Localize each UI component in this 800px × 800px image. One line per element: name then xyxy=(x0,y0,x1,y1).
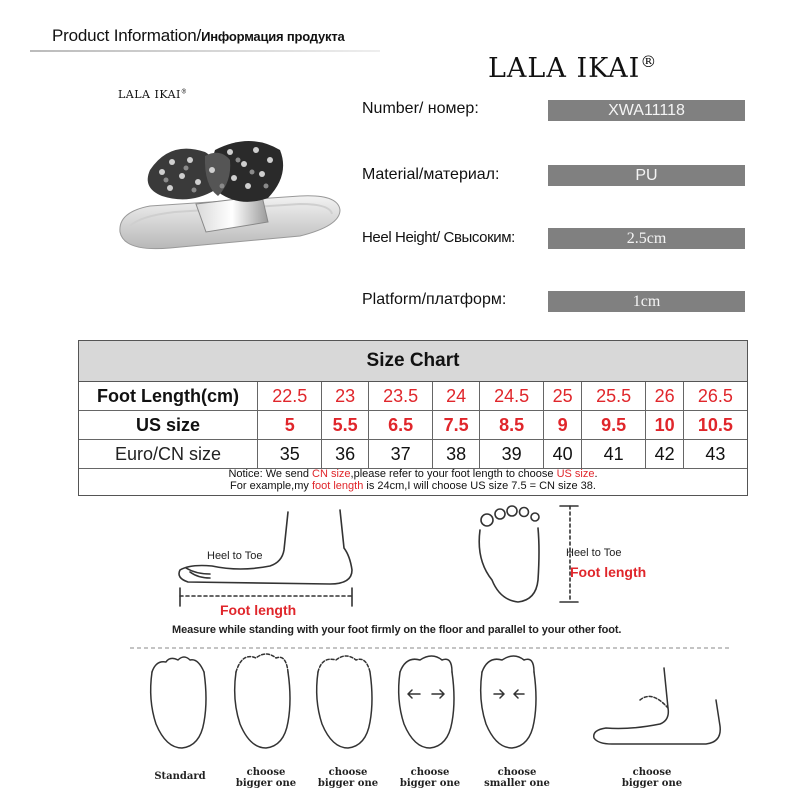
euro-size-cell: 40 xyxy=(544,440,582,469)
spec-label-material: Material/материал: xyxy=(362,166,500,183)
foot-long-icon xyxy=(317,656,372,748)
registered-mark: ® xyxy=(640,52,658,71)
us-size-cell: 9 xyxy=(544,411,582,440)
foot-arrows-smaller-icon xyxy=(481,656,536,748)
us-size-cell: 5 xyxy=(258,411,322,440)
spec-value-number: XWA11118 xyxy=(548,100,745,121)
foot-length-cell: 23 xyxy=(322,382,369,411)
top-foot-icon xyxy=(479,506,539,602)
foot-length-cell: 22.5 xyxy=(258,382,322,411)
header-title-ru: Информация продукта xyxy=(201,29,345,44)
fit-label-line1: Standard xyxy=(154,771,206,782)
euro-size-label: Euro/CN size xyxy=(79,440,258,469)
us-size-cell: 10.5 xyxy=(683,411,747,440)
fit-label-line1: choose xyxy=(246,767,286,778)
spec-value-platform: 1cm xyxy=(548,291,745,312)
notice-highlight: foot length xyxy=(311,480,364,492)
top-foot-length-label: Foot length xyxy=(570,564,647,580)
euro-size-cell: 38 xyxy=(433,440,480,469)
euro-size-cell: 37 xyxy=(368,440,432,469)
registered-mark-small: ® xyxy=(180,88,188,96)
size-chart-title: Size Chart xyxy=(79,341,747,382)
foot-length-cell: 26.5 xyxy=(683,382,747,411)
notice-text: Notice: We send xyxy=(228,468,312,480)
fit-label-line1: choose xyxy=(497,767,537,778)
foot-length-cell: 25.5 xyxy=(581,382,645,411)
fit-label-arrows-smaller xyxy=(472,767,562,789)
notice-highlight: US size xyxy=(556,468,595,480)
brand-name-small: LALA IKAI xyxy=(118,88,181,101)
foot-length-cell: 24 xyxy=(433,382,480,411)
fit-guide-feet xyxy=(151,654,721,748)
notice-text: For example,my xyxy=(230,480,312,492)
spec-value-material: PU xyxy=(548,165,745,186)
brand-name: LALA IKAI xyxy=(488,53,641,84)
foot-wide-icon xyxy=(235,654,290,748)
measure-instruction: Measure while standing with your foot firmly on the floor and parallel to your other foot. xyxy=(172,624,622,636)
spec-label-heel-height: Heel Height/ Свысоким: xyxy=(362,229,515,246)
fit-label-line1: choose xyxy=(632,767,672,778)
fit-label-long xyxy=(308,767,388,789)
euro-size-cell: 42 xyxy=(646,440,684,469)
fit-label-arrows-bigger xyxy=(390,767,470,789)
euro-size-cell: 43 xyxy=(683,440,747,469)
foot-arrows-bigger-icon xyxy=(399,656,454,748)
us-size-cell: 5.5 xyxy=(322,411,369,440)
foot-length-label: Foot Length(cm) xyxy=(79,382,258,411)
us-size-cell: 7.5 xyxy=(433,411,480,440)
foot-standard-icon xyxy=(151,657,206,748)
euro-size-cell: 41 xyxy=(581,440,645,469)
side-foot-length-label: Foot length xyxy=(220,602,297,618)
foot-length-cell: 25 xyxy=(544,382,582,411)
us-size-label: US size xyxy=(79,411,258,440)
notice-text: . xyxy=(594,468,598,480)
fit-label-standard xyxy=(140,771,220,782)
euro-size-cell: 35 xyxy=(258,440,322,469)
spec-label-number: Number/ номер: xyxy=(362,100,479,117)
foot-length-cell: 24.5 xyxy=(479,382,543,411)
spec-label-platform: Platform/платформ: xyxy=(362,291,507,308)
notice-highlight: CN size xyxy=(312,468,351,480)
header-title-en: Product Information/ xyxy=(52,26,202,45)
notice-text: is 24cm,I will choose US size 7.5 = CN size 38. xyxy=(363,480,596,492)
fit-label-high-instep xyxy=(612,767,692,789)
top-heel-to-toe: Heel to Toe xyxy=(566,547,622,559)
fit-label-line2: bigger one xyxy=(621,778,683,789)
fit-label-line2: smaller one xyxy=(484,778,550,789)
fit-label-wide xyxy=(226,767,306,789)
us-size-cell: 9.5 xyxy=(581,411,645,440)
side-foot-icon xyxy=(179,510,352,584)
side-heel-to-toe: Heel to Toe xyxy=(207,550,263,562)
us-size-cell: 8.5 xyxy=(479,411,543,440)
notice-text: ,please refer to your foot length to choose xyxy=(350,468,557,480)
fit-label-line1: choose xyxy=(328,767,368,778)
fit-label-line2: bigger one xyxy=(399,778,461,789)
foot-length-cell: 26 xyxy=(646,382,684,411)
us-size-cell: 6.5 xyxy=(368,411,432,440)
spec-value-heel-height: 2.5cm xyxy=(548,228,745,249)
fit-label-line1: choose xyxy=(410,767,450,778)
euro-size-cell: 39 xyxy=(479,440,543,469)
foot-high-instep-icon xyxy=(594,668,720,744)
fit-label-line2: bigger one xyxy=(235,778,297,789)
fit-label-line2: bigger one xyxy=(317,778,379,789)
us-size-cell: 10 xyxy=(646,411,684,440)
euro-size-cell: 36 xyxy=(322,440,369,469)
foot-length-cell: 23.5 xyxy=(368,382,432,411)
